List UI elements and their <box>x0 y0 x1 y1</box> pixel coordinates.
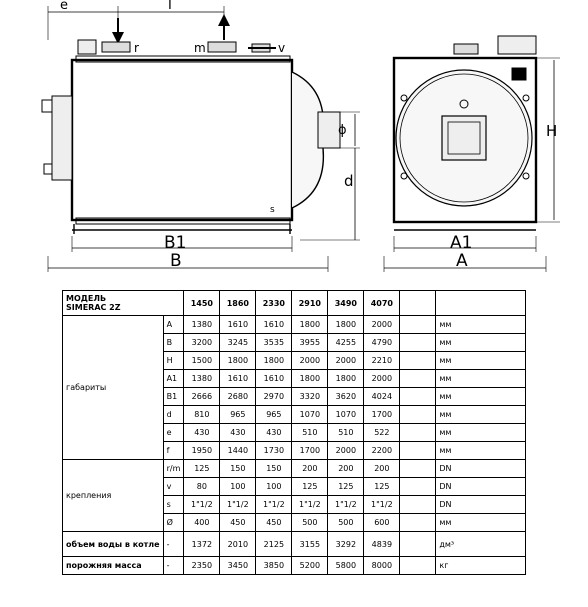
value-cell: 2000 <box>364 370 400 388</box>
value-cell: 1"1/2 <box>184 496 220 514</box>
value-cell: 125 <box>184 460 220 478</box>
dim-code: - <box>163 557 184 575</box>
value-cell: 1800 <box>292 370 328 388</box>
model-header: 1450 <box>184 291 220 316</box>
model-header: 2330 <box>256 291 292 316</box>
value-cell: 400 <box>184 514 220 532</box>
value-cell: 500 <box>328 514 364 532</box>
dim-code: A1 <box>163 370 184 388</box>
row-label: объем воды в котле <box>63 532 164 557</box>
value-cell: 3535 <box>256 334 292 352</box>
title-line-2: SIMERAC 2Z <box>66 303 121 312</box>
value-cell: 965 <box>220 406 256 424</box>
table-row <box>63 316 526 334</box>
value-cell: 3200 <box>184 334 220 352</box>
model-header: 2910 <box>292 291 328 316</box>
value-cell: 2000 <box>328 352 364 370</box>
dim-code: d <box>163 406 184 424</box>
value-cell: 2000 <box>328 442 364 460</box>
value-cell: 1610 <box>220 316 256 334</box>
specs-table <box>62 290 526 575</box>
value-cell: 3245 <box>220 334 256 352</box>
value-cell: 1610 <box>256 316 292 334</box>
model-header: 1860 <box>220 291 256 316</box>
row-label: порожняя масса <box>63 557 164 575</box>
unit-cell: мм <box>436 316 526 334</box>
value-cell: 80 <box>184 478 220 496</box>
value-cell: 150 <box>256 460 292 478</box>
value-cell: 1070 <box>292 406 328 424</box>
value-cell: 3450 <box>220 557 256 575</box>
unit-cell: DN <box>436 496 526 514</box>
value-cell: 2000 <box>364 316 400 334</box>
label-h: H <box>546 122 558 140</box>
dim-code: H <box>163 352 184 370</box>
table-row <box>63 460 526 478</box>
value-cell: 5200 <box>292 557 328 575</box>
value-cell: 1"1/2 <box>292 496 328 514</box>
value-cell: 1610 <box>256 370 292 388</box>
value-cell: 1610 <box>220 370 256 388</box>
spacer-cell <box>400 352 436 370</box>
value-cell: 450 <box>220 514 256 532</box>
dim-code: Ø <box>163 514 184 532</box>
unit-header <box>436 291 526 316</box>
value-cell: 1700 <box>292 442 328 460</box>
spacer-cell <box>400 370 436 388</box>
value-cell: 200 <box>328 460 364 478</box>
value-cell: 100 <box>220 478 256 496</box>
spacer-cell <box>400 388 436 406</box>
value-cell: 1"1/2 <box>256 496 292 514</box>
value-cell: 430 <box>220 424 256 442</box>
value-cell: 2350 <box>184 557 220 575</box>
label-d: d <box>344 172 354 190</box>
value-cell: 1700 <box>364 406 400 424</box>
value-cell: 522 <box>364 424 400 442</box>
value-cell: 125 <box>292 478 328 496</box>
label-a: A <box>456 251 468 271</box>
value-cell: 3292 <box>328 532 364 557</box>
model-header: 3490 <box>328 291 364 316</box>
table-header-row <box>63 291 526 316</box>
unit-cell: DN <box>436 460 526 478</box>
value-cell: 430 <box>256 424 292 442</box>
group-label: крепления <box>63 460 164 532</box>
unit-cell: мм <box>436 514 526 532</box>
label-m: m <box>194 41 206 55</box>
value-cell: 2970 <box>256 388 292 406</box>
value-cell: 510 <box>292 424 328 442</box>
value-cell: 1380 <box>184 316 220 334</box>
label-r: r <box>134 41 139 55</box>
dim-code: B <box>163 334 184 352</box>
value-cell: 2666 <box>184 388 220 406</box>
value-cell: 200 <box>364 460 400 478</box>
spacer-cell <box>400 334 436 352</box>
value-cell: 1950 <box>184 442 220 460</box>
value-cell: 1500 <box>184 352 220 370</box>
label-i: I <box>168 0 172 13</box>
value-cell: 965 <box>256 406 292 424</box>
spacer-cell <box>400 291 436 316</box>
spacer-cell <box>400 478 436 496</box>
spacer-cell <box>400 406 436 424</box>
boiler-technical-drawing <box>0 0 588 285</box>
value-cell: 1070 <box>328 406 364 424</box>
value-cell: 1800 <box>328 370 364 388</box>
unit-cell: мм <box>436 388 526 406</box>
value-cell: 1"1/2 <box>220 496 256 514</box>
spacer-cell <box>400 316 436 334</box>
spacer-cell <box>400 557 436 575</box>
value-cell: 1800 <box>220 352 256 370</box>
value-cell: 1380 <box>184 370 220 388</box>
dim-code: r/m <box>163 460 184 478</box>
dim-code: A <box>163 316 184 334</box>
value-cell: 2680 <box>220 388 256 406</box>
value-cell: 4024 <box>364 388 400 406</box>
label-b1: B1 <box>164 233 187 253</box>
value-cell: 3320 <box>292 388 328 406</box>
value-cell: 430 <box>184 424 220 442</box>
value-cell: 125 <box>328 478 364 496</box>
dim-code: - <box>163 532 184 557</box>
value-cell: 5800 <box>328 557 364 575</box>
title-line-1: МОДЕЛЬ <box>66 294 107 303</box>
spacer-cell <box>400 514 436 532</box>
value-cell: 4255 <box>328 334 364 352</box>
label-s: s <box>270 205 275 215</box>
unit-cell: DN <box>436 478 526 496</box>
value-cell: 810 <box>184 406 220 424</box>
group-label: габариты <box>63 316 164 460</box>
unit-cell: мм <box>436 370 526 388</box>
label-phi: ϕ <box>338 123 347 138</box>
value-cell: 600 <box>364 514 400 532</box>
value-cell: 2200 <box>364 442 400 460</box>
value-cell: 1"1/2 <box>364 496 400 514</box>
value-cell: 3850 <box>256 557 292 575</box>
value-cell: 2125 <box>256 532 292 557</box>
value-cell: 1"1/2 <box>328 496 364 514</box>
dim-code: v <box>163 478 184 496</box>
unit-cell: мм <box>436 334 526 352</box>
model-header: 4070 <box>364 291 400 316</box>
value-cell: 125 <box>364 478 400 496</box>
value-cell: 1730 <box>256 442 292 460</box>
value-cell: 1800 <box>256 352 292 370</box>
label-e: e <box>60 0 68 13</box>
table-row <box>63 557 526 575</box>
dim-code: B1 <box>163 388 184 406</box>
value-cell: 510 <box>328 424 364 442</box>
unit-cell: мм <box>436 442 526 460</box>
table-row <box>63 532 526 557</box>
unit-cell: мм <box>436 352 526 370</box>
unit-cell: кг <box>436 557 526 575</box>
value-cell: 1372 <box>184 532 220 557</box>
spacer-cell <box>400 496 436 514</box>
value-cell: 500 <box>292 514 328 532</box>
value-cell: 1800 <box>328 316 364 334</box>
value-cell: 2010 <box>220 532 256 557</box>
spacer-cell <box>400 442 436 460</box>
dim-code: s <box>163 496 184 514</box>
unit-cell: мм <box>436 424 526 442</box>
value-cell: 2000 <box>292 352 328 370</box>
unit-cell: дм³ <box>436 532 526 557</box>
value-cell: 200 <box>292 460 328 478</box>
label-a1: A1 <box>450 233 473 253</box>
value-cell: 100 <box>256 478 292 496</box>
label-v: v <box>278 41 286 55</box>
table-title <box>63 291 184 316</box>
spacer-cell <box>400 424 436 442</box>
value-cell: 2210 <box>364 352 400 370</box>
value-cell: 4839 <box>364 532 400 557</box>
dim-code: e <box>163 424 184 442</box>
value-cell: 3955 <box>292 334 328 352</box>
value-cell: 1800 <box>292 316 328 334</box>
value-cell: 1440 <box>220 442 256 460</box>
spacer-cell <box>400 532 436 557</box>
value-cell: 3155 <box>292 532 328 557</box>
value-cell: 150 <box>220 460 256 478</box>
spacer-cell <box>400 460 436 478</box>
value-cell: 8000 <box>364 557 400 575</box>
value-cell: 3620 <box>328 388 364 406</box>
value-cell: 4790 <box>364 334 400 352</box>
value-cell: 450 <box>256 514 292 532</box>
dim-code: f <box>163 442 184 460</box>
label-b: B <box>170 251 182 271</box>
unit-cell: мм <box>436 406 526 424</box>
